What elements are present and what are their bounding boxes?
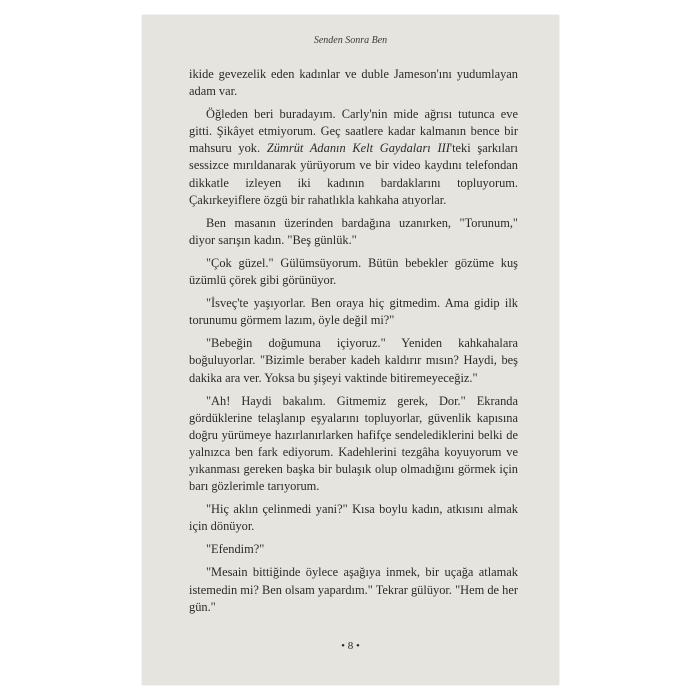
paragraph-text: Öğleden beri buradayım. Carly'nin mide ağrısı tutunca eve gitti. Şikâyet etmiyorum. Geç saatlere kadar kalmanın bence bir mahsuru yok. (189, 107, 518, 156)
book-page (142, 15, 559, 685)
page-number: • 8 • (341, 640, 360, 652)
body-text (189, 66, 518, 622)
paragraph: "Hiç aklın çelinmedi yani?" Kısa boylu kadın, atkısını almak için dönüyor. (189, 502, 518, 534)
paragraph: "Efendim?" (206, 542, 265, 557)
paragraph: "Bebeğin doğumuna içiyoruz." Yeniden kahkahalara boğuluyorlar. "Bizimle beraber kadeh kaldırır mısın? Haydi, beş dakika ara ver. Yoksa bu şişeyi vaktinde bitiremeyeceğiz." (189, 336, 518, 385)
paragraph: Ben masanın üzerinden bardağına uzanırken, "Torunum," diyor sarışın kadın. "Beş günlük." (189, 215, 518, 247)
paragraph: ikide gevezelik eden kadınlar ve duble Jameson'ını yudumlayan adam var. (189, 67, 518, 99)
paragraph: "Mesain bittiğinde öylece aşağıya inmek, bir uçağa atlamak istemedin mi? Ben olsam yapardım." Tekrar gülüyor. "Hem de her gün." (189, 565, 518, 614)
paragraph-text: 'teki şarkıları sessizce mırıldanarak yürüyorum ve bir video kaydını telefondan dikkatle izleyen iki kadının bardaklarını topluyorum. Çakırkeyiflere özgü bir rahatlıkla kahkaha atıyorlar. (189, 141, 518, 207)
paragraph: "Çok güzel." Gülümsüyorum. Bütün bebekler gözüme kuş üzümlü çörek gibi görünüyor. (189, 255, 518, 288)
paragraph (189, 106, 518, 209)
running-head: Senden Sonra Ben (313, 35, 388, 46)
song-title: Zümrüt Adanın Kelt Gaydaları III (266, 141, 450, 156)
paragraph: "İsveç'te yaşıyorlar. Ben oraya hiç gitmedim. Ama gidip ilk torunumu görmem lazım, öyle değil mi?" (189, 296, 518, 328)
paragraph: "Ah! Haydi bakalım. Gitmemiz gerek, Dor." Ekranda gördüklerine telaşlanıp eşyalarını topluyorlar, güvenlik kapısına doğru yürümeye hazırlanırlarken hafifçe sendelediklerini belki de yalnızca ben fark ediyorum. Kadehlerini tezgâha koyuyorum ve yıkanması gereken başka bir bulaşık olup olmadığını görmek için barı gözlerimle tarıyorum. (189, 393, 518, 494)
